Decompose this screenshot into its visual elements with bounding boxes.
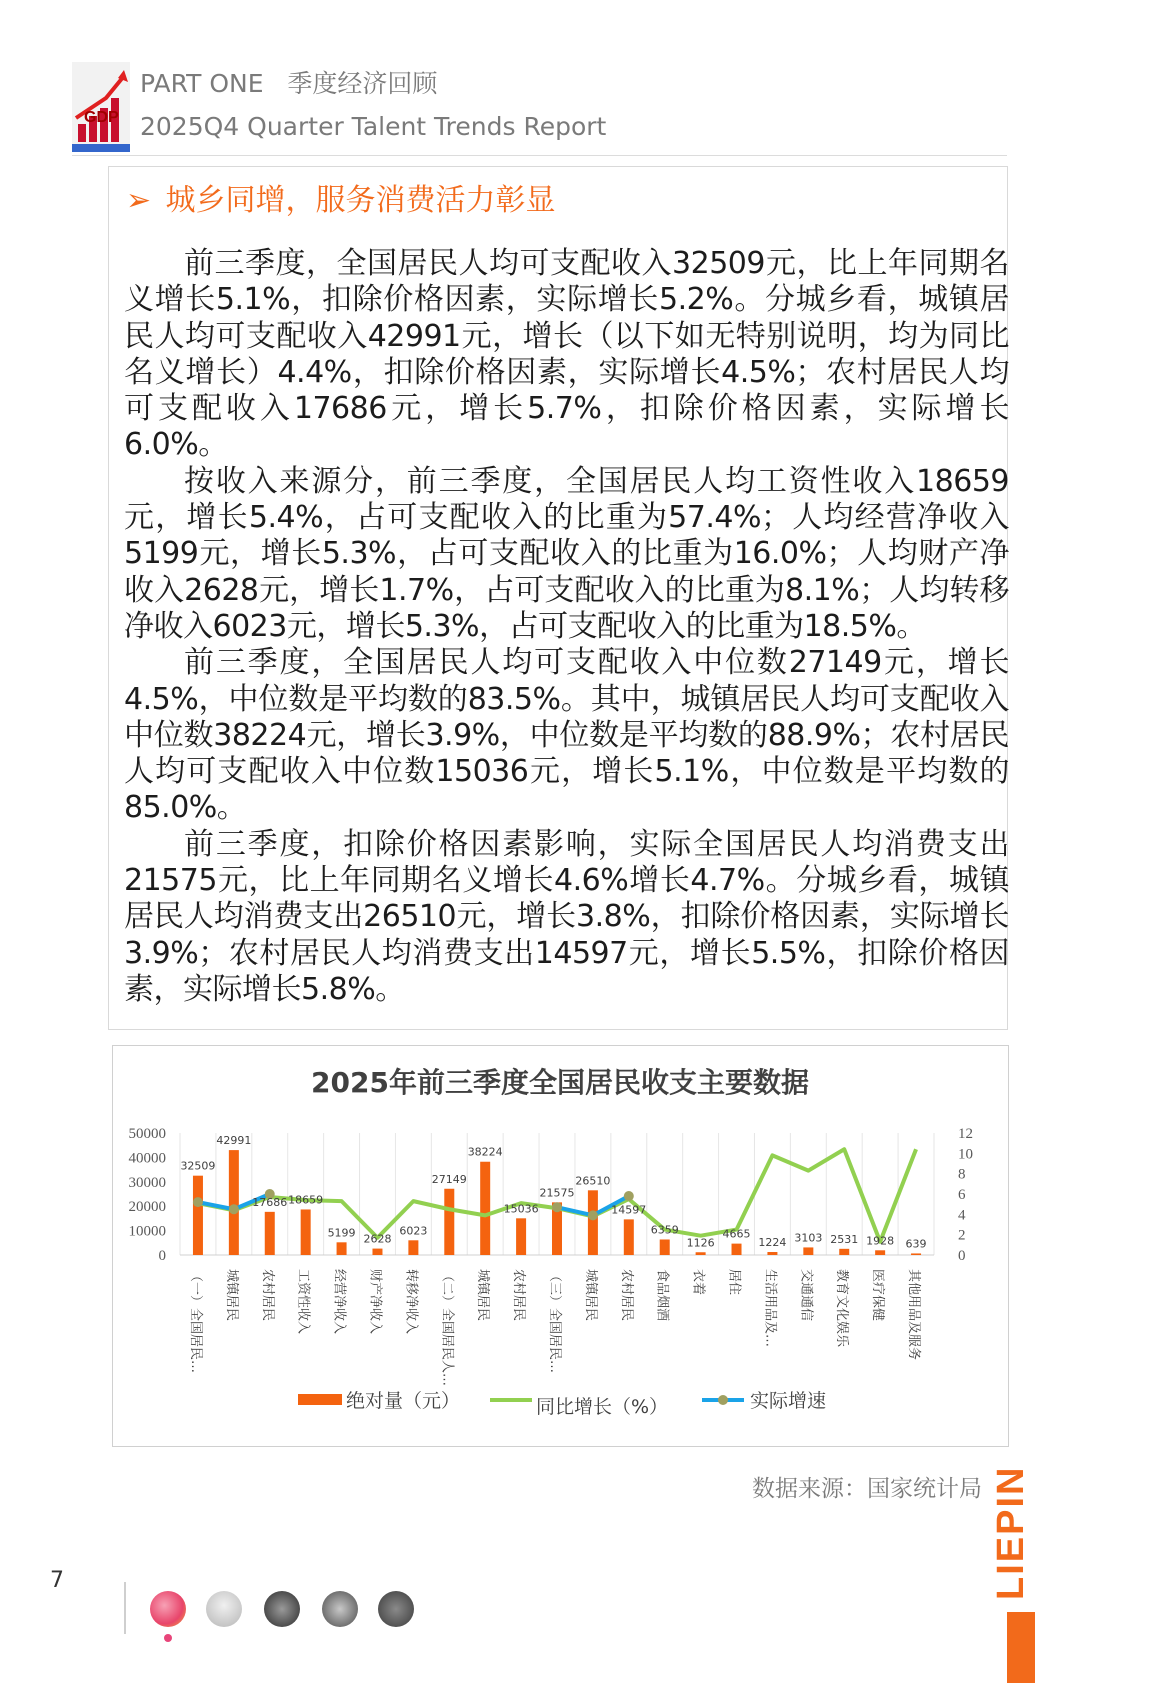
bar-18 [839,1249,849,1255]
bar-value-label: 6023 [399,1224,428,1238]
series-point [193,1197,203,1207]
y-left-tick-label: 30000 [128,1174,166,1191]
active-page-dot [164,1634,172,1642]
y-right-tick-label: 6 [958,1187,966,1203]
income-expenditure-chart [112,1045,1009,1447]
logo-text: GDP [84,109,119,126]
bar-1 [229,1150,239,1255]
bar-value-label: 14597 [611,1203,647,1217]
category-label: 居住 [726,1269,742,1296]
bar-value-label: 42991 [216,1134,252,1148]
bar-value-label: 639 [905,1237,927,1251]
category-label: 衣着 [690,1269,706,1296]
bar-2 [265,1212,275,1255]
office-thumbnail-icon[interactable] [206,1591,242,1627]
body-text [124,246,1009,1008]
category-label: 生活用品及… [762,1269,778,1348]
series-point [552,1202,562,1212]
header-divider [72,155,1007,156]
bar-13 [660,1239,670,1255]
bar-0 [193,1176,203,1255]
bar-value-label: 15036 [503,1202,539,1216]
section-title-text: 城乡同增，服务消费活力彰显 [165,183,556,218]
category-label: 食品烟酒 [654,1269,670,1322]
bar-9 [516,1218,526,1255]
bar-value-label: 1126 [686,1236,715,1250]
category-label: 医疗保健 [870,1269,886,1322]
header-report-title: 2025Q4 Quarter Talent Trends Report [140,112,607,141]
category-label: 转移净收入 [403,1269,419,1335]
brand-accent-bar [1007,1612,1035,1683]
bar-3 [301,1209,311,1255]
bar-5 [372,1249,382,1255]
y-right-tick-label: 8 [958,1166,966,1183]
category-label: （三）全国居民… [547,1269,562,1374]
bar-value-label: 18659 [288,1193,324,1207]
bar-value-label: 6359 [650,1223,679,1237]
section-title [126,175,556,219]
people-thumbnail-icon[interactable] [150,1591,186,1627]
bar-value-label: 2628 [363,1232,392,1246]
category-label: 财产净收入 [367,1269,383,1335]
bar-17 [803,1247,813,1255]
legend-label-growth: 同比增长（%） [536,1396,669,1418]
bar-8 [480,1162,490,1255]
bar-value-label: 3103 [794,1231,823,1245]
data-source: 数据来源：国家统计局 [752,1476,982,1502]
y-left-tick-label: 0 [158,1248,166,1264]
paragraph-consumption: 前三季度，扣除价格因素影响，实际全国居民人均消费支出21575元，比上年同期名义增长4.6%增长4.7%。分城乡看，城镇居民人均消费支出26510元，增长3.8%，扣除价格因素，实际增长3.9%；农村居民人均消费支出14597元，增长5.5%，扣除价格因素，实际增长5.8%。 [124,826,1009,1007]
city-thumbnail-icon[interactable] [322,1591,358,1627]
meeting-thumbnail-icon[interactable] [378,1591,414,1627]
y-left-tick-label: 40000 [128,1150,166,1167]
series-point [624,1191,634,1201]
paragraph-median: 前三季度，全国居民人均可支配收入中位数27149元，增长4.5%，中位数是平均数的83.5%。其中，城镇居民人均可支配收入中位数38224元，增长3.9%，中位数是平均数的88.9%；农村居民人均可支配收入中位数15036元，增长5.1%，中位数是平均数的85.0%。 [124,645,1009,826]
bar-4 [337,1242,347,1255]
legend-label-absolute: 绝对量（元） [346,1390,461,1412]
category-label: 教育文化娱乐 [834,1269,850,1348]
y-right-tick-label: 0 [958,1248,966,1264]
category-label: 农村居民 [618,1269,634,1322]
bar-value-label: 38224 [467,1145,503,1159]
paragraph-income: 前三季度，全国居民人均可支配收入32509元，比上年同期名义增长5.1%，扣除价格因素，实际增长5.2%。分城乡看，城镇居民人均可支配收入42991元，增长（以下如无特别说明，均为同比名义增长）4.4%，扣除价格因素，实际增长4.5%；农村居民人均可支配收入17686元，增长5.7%，扣除价格因素，实际增长6.0%。 [124,246,1009,463]
chart-title: 2025年前三季度全国居民收支主要数据 [311,1066,809,1099]
bar-value-label: 5199 [327,1226,356,1240]
y-right-tick-label: 4 [958,1207,966,1224]
bar-value-label: 4665 [722,1227,751,1241]
footer-divider [124,1582,126,1634]
bar-7 [444,1189,454,1255]
bar-value-label: 27149 [431,1172,467,1186]
brand-logo: LIEPIN [990,1465,1032,1600]
bar-value-label: 26510 [575,1174,611,1188]
category-label: 交通通信 [798,1269,814,1322]
category-label: 经营净收入 [331,1269,347,1335]
y-left-tick-label: 50000 [128,1126,166,1142]
bar-14 [696,1252,706,1255]
bar-15 [732,1244,742,1255]
category-label: （一）全国居民… [187,1269,203,1374]
category-label: 工资性收入 [295,1269,311,1335]
y-right-tick-label: 10 [958,1146,973,1163]
legend-swatch-bar [298,1394,342,1405]
bar-6 [408,1240,418,1255]
category-label: 城镇居民 [475,1269,491,1322]
bar-12 [624,1219,634,1255]
header-part [140,64,437,100]
series-point [588,1210,598,1220]
header-part-title: 季度经济回顾 [287,69,438,98]
y-left-tick-label: 20000 [128,1199,166,1216]
paragraph-income-source: 按收入来源分，前三季度，全国居民人均工资性收入18659元，增长5.4%，占可支配收入的比重为57.4%；人均经营净收入5199元，增长5.3%，占可支配收入的比重为16.0%；人均财产净收入2628元，增长1.7%，占可支配收入的比重为8.1%；人均转移净收入6023元，增长5.3%，占可支配收入的比重为18.5%。 [124,463,1009,644]
bar-20 [911,1253,921,1255]
category-label: 城镇居民 [223,1269,239,1322]
bar-value-label: 1224 [758,1236,787,1250]
legend-label-real: 实际增速 [750,1390,827,1412]
y-left-tick-label: 10000 [128,1223,166,1240]
y-right-tick-label: 2 [958,1227,966,1244]
bar-value-label: 2531 [830,1232,859,1246]
series-point [229,1204,239,1214]
arrow-bullet-icon: ➢ [126,183,152,218]
category-label: 农村居民 [511,1269,527,1322]
bar-value-label: 17686 [252,1195,288,1209]
bar-value-label: 32509 [180,1159,216,1173]
page-number: 7 [50,1568,64,1593]
category-label: （二）全国居民人… [439,1269,455,1387]
bar-19 [875,1250,885,1255]
category-label: 其他用品及服务 [906,1269,922,1361]
legend-marker-real [718,1395,728,1405]
category-label: 农村居民 [259,1269,275,1322]
bar-value-label: 1928 [866,1234,895,1248]
header-part-label: PART ONE [140,69,264,98]
building-thumbnail-icon[interactable] [264,1591,300,1627]
gdp-logo-icon [72,62,130,152]
category-label: 城镇居民 [582,1269,598,1322]
bar-11 [588,1190,598,1255]
bar-16 [767,1252,777,1255]
y-right-tick-label: 12 [958,1126,973,1142]
bar-value-label: 21575 [539,1186,575,1200]
